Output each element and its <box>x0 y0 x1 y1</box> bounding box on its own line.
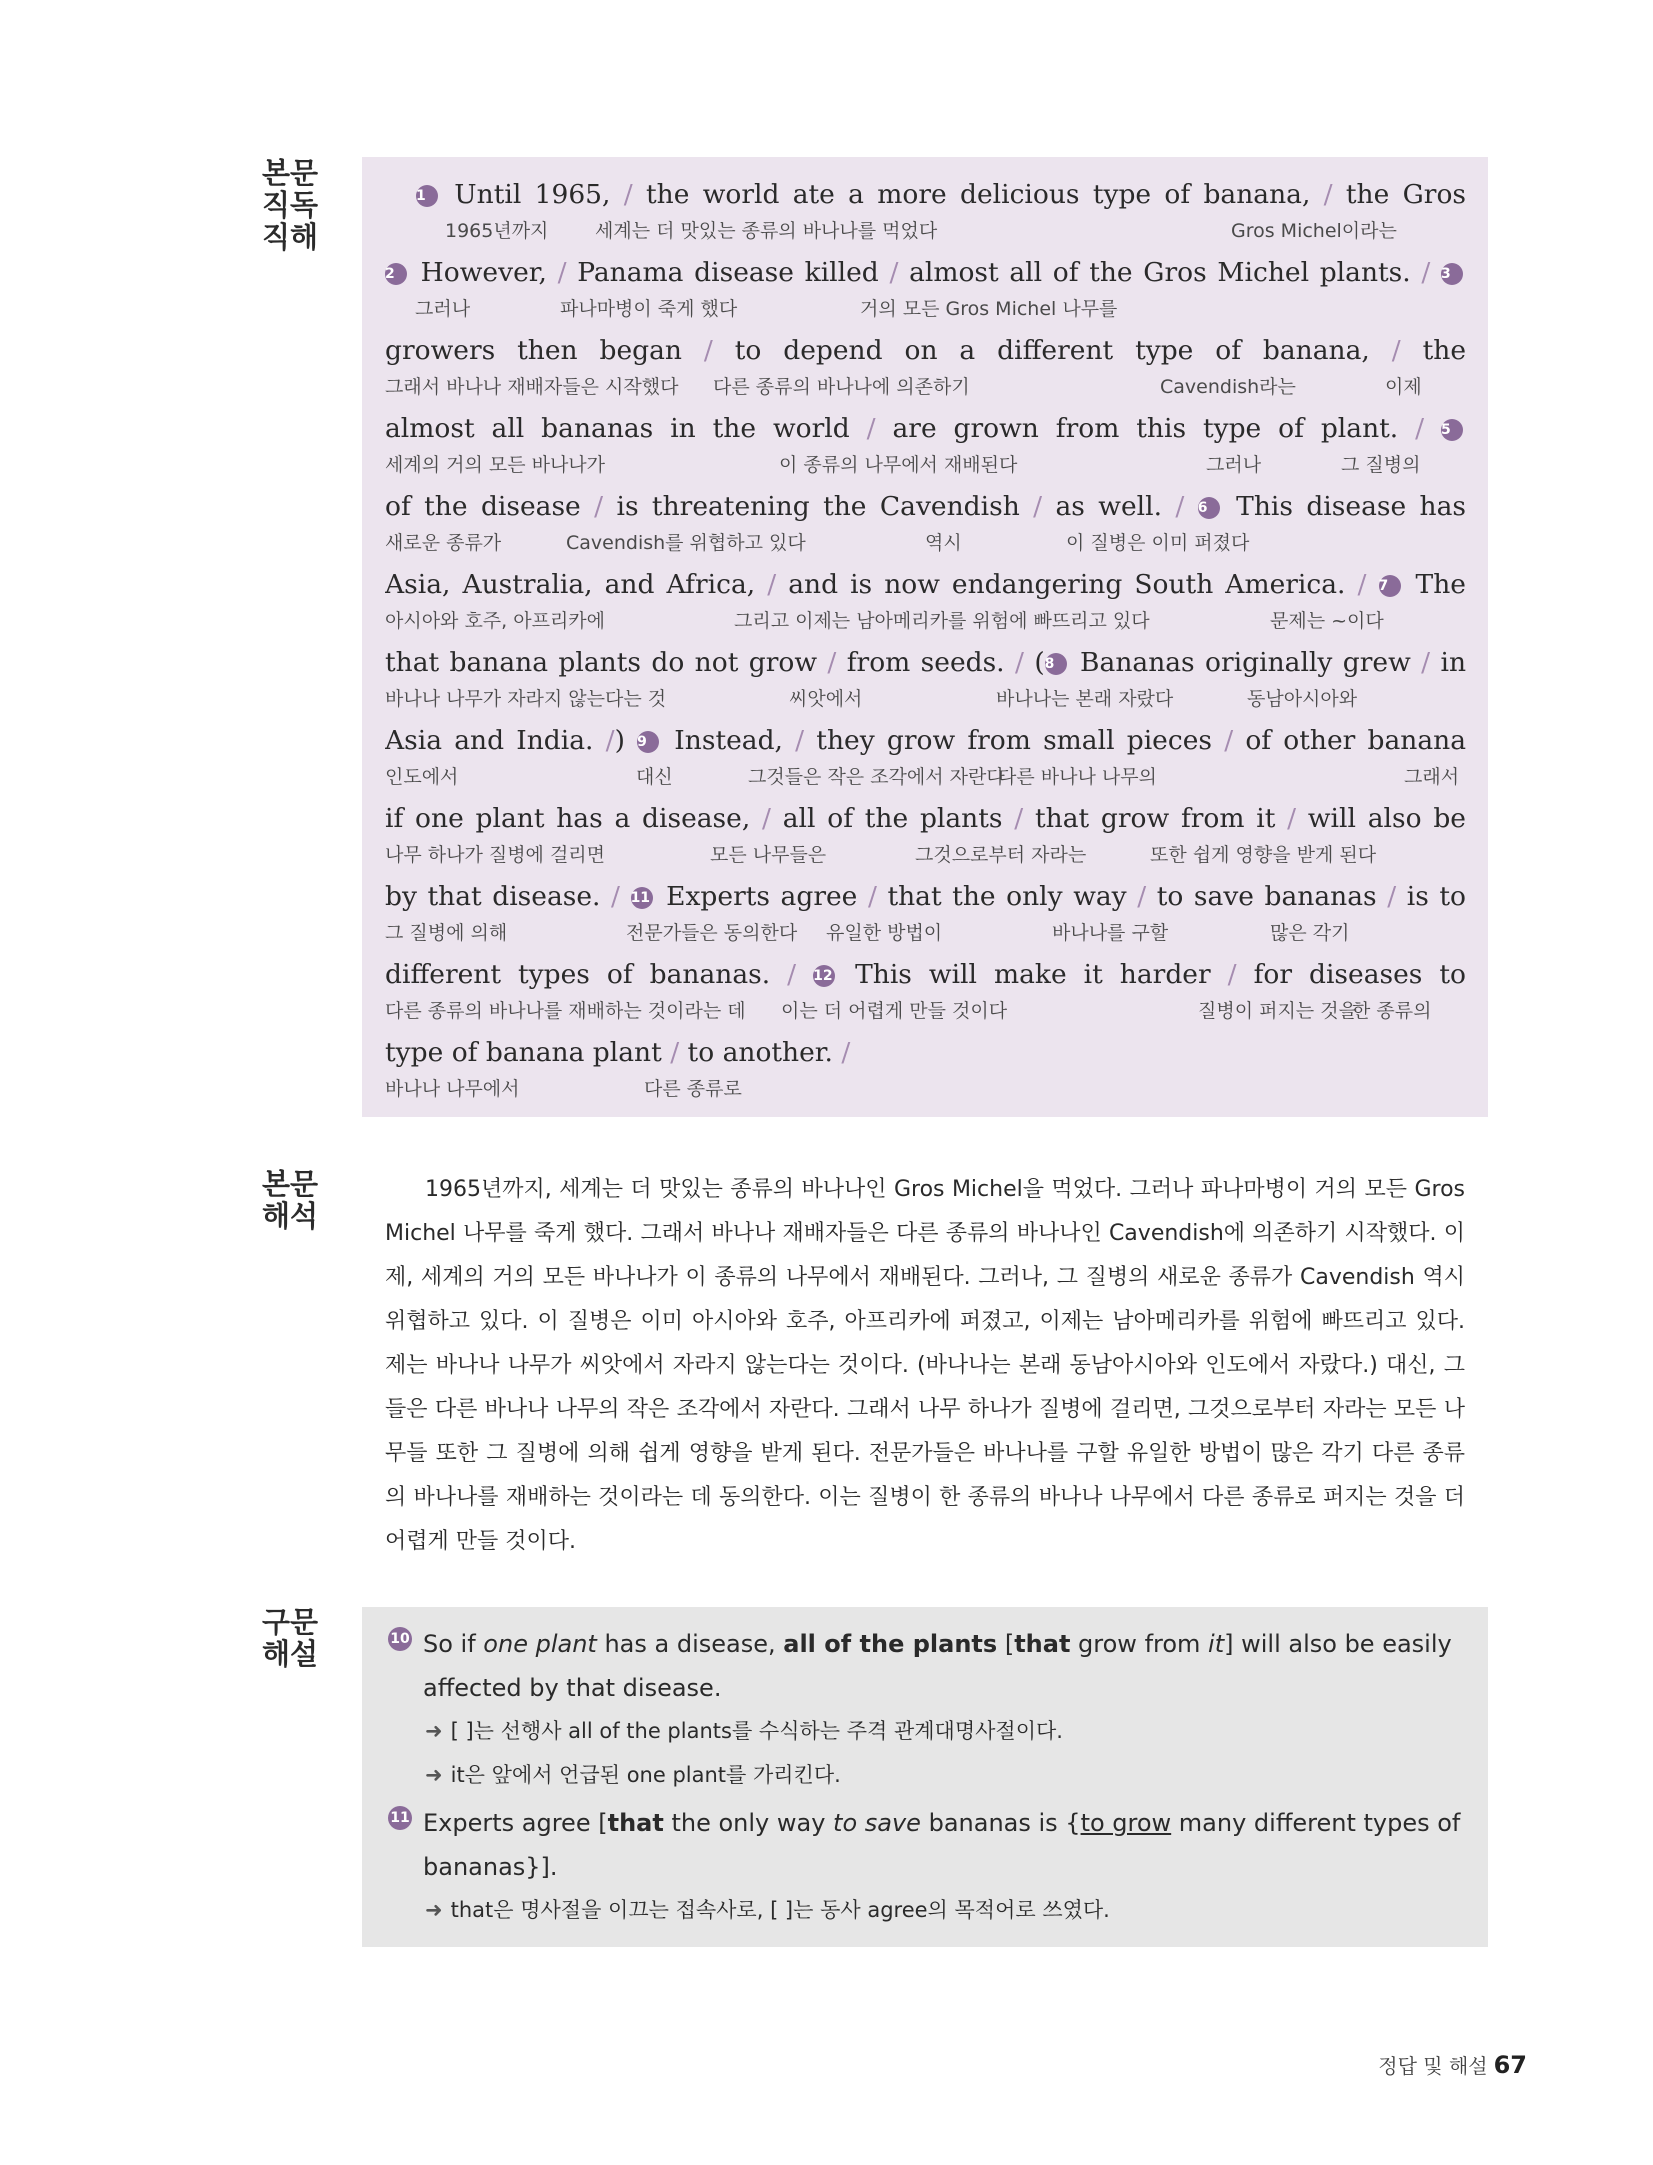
reading-line-korean <box>385 217 1466 245</box>
arrow-icon: ➜ <box>425 1898 443 1922</box>
grammar-item-11-line1: Experts agree [that the only way to save bananas is {to grow many different types of <box>423 1809 1461 1837</box>
korean-gloss: 바나나 나무에서 <box>385 1078 520 1100</box>
translation-line: 1965년까지, 세계는 더 맛있는 종류의 바나나인 Gros Michel을 먹었다. 그러나 파나마병이 거의 모든 Gros <box>425 1177 1465 1202</box>
korean-gloss: 이 질병은 이미 퍼졌다 <box>1066 532 1250 554</box>
korean-gloss: 질병이 퍼지는 것을 <box>1198 1000 1357 1022</box>
translation-line: Michel 나무를 죽게 했다. 그래서 바나나 재배자들은 다른 종류의 바나나인 Cavendish에 의존하기 시작했다. 이 <box>385 1221 1465 1246</box>
reading-line <box>385 487 1466 565</box>
reading-line-korean <box>385 685 1466 713</box>
chunk-slash: / <box>1015 647 1024 678</box>
chunk-slash: / <box>623 179 633 210</box>
chunk-slash: / <box>557 257 567 288</box>
chunk-slash: / <box>1357 569 1367 600</box>
chunk-slash: / <box>787 959 797 990</box>
reading-line <box>385 565 1466 643</box>
chunk-slash: / <box>1137 881 1147 912</box>
grammar-item-11-number: 11 <box>388 1806 415 1830</box>
reading-line-english: Asia and India. /) 9 Instead, / they grow from small pieces / of other banana <box>385 721 1466 761</box>
korean-gloss: 세계의 거의 모든 바나나가 <box>385 454 606 476</box>
label-reading <box>262 157 332 253</box>
sentence-number: 2 <box>385 263 407 285</box>
korean-gloss: 다른 종류의 바나나를 재배하는 것이라는 데 <box>385 1000 746 1022</box>
sentence-number: 9 <box>637 731 659 753</box>
reading-line <box>385 955 1466 1033</box>
korean-gloss: 나무 하나가 질병에 걸리면 <box>385 844 606 866</box>
reading-line <box>385 409 1466 487</box>
korean-gloss: 그것으로부터 자라는 <box>915 844 1087 866</box>
korean-gloss: 그것들은 작은 조각에서 자란다 <box>748 766 1005 788</box>
chunk-slash: / <box>703 335 713 366</box>
reading-line-korean <box>385 919 1466 947</box>
chunk-slash: / <box>611 881 620 912</box>
korean-gloss: 문제는 ~이다 <box>1270 610 1384 632</box>
translation-line: 어렵게 만들 것이다. <box>385 1529 576 1554</box>
chunk-slash: / <box>1033 491 1043 522</box>
korean-gloss: 바나나를 구할 <box>1052 922 1169 944</box>
label-translation <box>262 1168 332 1232</box>
grammar-item-10-line1: So if one plant has a disease, all of the plants [that grow from it] will also be easily <box>423 1630 1452 1658</box>
korean-gloss: 이 종류의 나무에서 재배된다 <box>779 454 1018 476</box>
chunk-slash: / <box>1415 413 1425 444</box>
reading-line-korean <box>385 529 1466 557</box>
reading-line-english: that banana plants do not grow / from seeds. / (8 Bananas originally grew / in <box>385 647 1466 678</box>
page-footer <box>1378 2050 1527 2079</box>
korean-gloss: Cavendish라는 <box>1160 376 1296 398</box>
page-number: 67 <box>1493 2051 1527 2079</box>
arrow-icon: ➜ <box>425 1763 443 1787</box>
korean-gloss: 세계는 더 맛있는 종류의 바나나를 먹었다 <box>595 220 938 242</box>
korean-gloss: 거의 모든 Gros Michel 나무를 <box>860 298 1118 320</box>
translation-line: 위협하고 있다. 이 질병은 이미 아시아와 호주, 아프리카에 퍼졌고, 이제는 남아메리카를 위험에 빠뜨리고 있다. <box>385 1309 1465 1334</box>
reading-line-english: almost all bananas in the world / are grown from this type of plant. / 5 <box>385 409 1466 449</box>
korean-gloss: 그래서 바나나 재배자들은 시작했다 <box>385 376 679 398</box>
chunk-slash: / <box>841 1037 851 1068</box>
korean-gloss: 그러나 <box>1206 454 1262 476</box>
label-reading-2: 직독 <box>262 188 319 222</box>
korean-gloss: 그래서 <box>1404 766 1460 788</box>
translation-line: 들은 다른 바나나 나무의 작은 조각에서 자란다. 그래서 나무 하나가 질병에 걸리면, 그것으로부터 자라는 모든 나 <box>385 1397 1465 1422</box>
korean-gloss: 이제 <box>1385 376 1422 398</box>
reading-line-english: by that disease. / 11 Experts agree / that the only way / to save bananas / is to <box>385 881 1466 912</box>
chunk-slash: / <box>1323 179 1333 210</box>
chunk-slash: / <box>767 569 777 600</box>
chunk-slash: / <box>1224 725 1234 756</box>
reading-line <box>385 721 1466 799</box>
sentence-number: 11 <box>631 887 653 909</box>
reading-line-english: 2 However, / Panama disease killed / almost all of the Gros Michel plants. / 3 <box>385 253 1466 293</box>
korean-gloss: 다른 바나나 나무의 <box>998 766 1157 788</box>
reading-line <box>385 799 1466 877</box>
translation-line: 무들 또한 그 질병에 의해 쉽게 영향을 받게 된다. 전문가들은 바나나를 구할 유일한 방법이 많은 각기 다른 종류 <box>385 1441 1465 1466</box>
reading-line-english: Asia, Australia, and Africa, / and is now endangering South America. / 7 The <box>385 569 1466 600</box>
label-translation-1: 본문 <box>262 1167 319 1201</box>
korean-gloss: 한 종류의 <box>1352 1000 1432 1022</box>
label-grammar-1: 구문 <box>262 1605 319 1639</box>
korean-gloss: 그 질병에 의해 <box>385 922 508 944</box>
grammar-item-11-line2: bananas}]. <box>423 1853 558 1881</box>
korean-gloss: 바나나는 본래 자랐다 <box>996 688 1174 710</box>
grammar-item-10-line2: affected by that disease. <box>423 1674 722 1702</box>
arrow-icon: ➜ <box>425 1719 443 1743</box>
chunk-slash: / <box>1391 335 1401 366</box>
korean-gloss: 그리고 이제는 남아메리카를 위험에 빠뜨리고 있다 <box>734 610 1150 632</box>
reading-line-korean <box>385 295 1466 323</box>
korean-gloss: 다른 종류의 바나나에 의존하기 <box>713 376 970 398</box>
sentence-number: 5 <box>1441 419 1463 441</box>
reading-line-english: type of banana plant / to another. / <box>385 1037 851 1068</box>
korean-gloss: 그 질병의 <box>1341 454 1421 476</box>
korean-gloss: 파나마병이 죽게 했다 <box>560 298 738 320</box>
reading-line <box>385 877 1466 955</box>
grammar-note-10-2: ➜ it은 앞에서 언급된 one plant를 가리킨다. <box>425 1763 841 1787</box>
sentence-number: 3 <box>1441 263 1463 285</box>
korean-gloss: 대신 <box>636 766 673 788</box>
reading-line <box>385 643 1466 721</box>
translation-section <box>385 1168 1465 1564</box>
sentence-number: 1 <box>416 185 438 207</box>
korean-gloss: Gros Michel이라는 <box>1231 220 1397 242</box>
chunk-slash: / <box>1287 803 1297 834</box>
korean-gloss: Cavendish를 위협하고 있다 <box>566 532 806 554</box>
chunk-slash: / <box>866 413 876 444</box>
reading-line-korean <box>385 1075 1466 1103</box>
korean-gloss: 전문가들은 동의한다 <box>626 922 798 944</box>
korean-gloss: 많은 각기 <box>1270 922 1350 944</box>
reading-line-english: if one plant has a disease, / all of the plants / that grow from it / will also be <box>385 803 1466 834</box>
korean-gloss: 인도에서 <box>385 766 459 788</box>
chunk-slash: / <box>795 725 805 756</box>
translation-line: 제, 세계의 거의 모든 바나나가 이 종류의 나무에서 재배된다. 그러나, 그 질병의 새로운 종류가 Cavendish 역시 <box>385 1265 1465 1290</box>
chunk-slash: / <box>1175 491 1185 522</box>
translation-line: 의 바나나를 재배하는 것이라는 데 동의한다. 이는 질병이 한 종류의 바나나 나무에서 다른 종류로 퍼지는 것을 더 <box>385 1485 1465 1510</box>
reading-line-english: growers then began / to depend on a different type of banana, / the <box>385 331 1466 371</box>
reading-line <box>385 331 1466 409</box>
label-translation-2: 해석 <box>262 1199 319 1233</box>
chunk-slash: / <box>762 803 771 834</box>
chunk-slash: / <box>1387 881 1397 912</box>
korean-gloss: 다른 종류로 <box>644 1078 742 1100</box>
grammar-note-11-1: ➜ that은 명사절을 이끄는 접속사로, [ ]는 동사 agree의 목적어로 쓰였다. <box>425 1898 1110 1922</box>
korean-gloss: 또한 쉽게 영향을 받게 된다 <box>1150 844 1377 866</box>
grammar-note-10-1: ➜ [ ]는 선행사 all of the plants를 수식하는 주격 관계대명사절이다. <box>425 1719 1063 1743</box>
korean-gloss: 유일한 방법이 <box>826 922 943 944</box>
sentence-number: 7 <box>1379 575 1401 597</box>
reading-line-english: different types of bananas. / 12 This will make it harder / for diseases to <box>385 959 1466 990</box>
reading-line-korean <box>385 373 1466 401</box>
sentence-number: 8 <box>1045 653 1067 675</box>
chunk-slash: / <box>1421 647 1431 678</box>
reading-line-korean <box>385 607 1466 635</box>
korean-gloss: 1965년까지 <box>445 220 549 242</box>
reading-line-english: of the disease / is threatening the Cavendish / as well. / 6 This disease has <box>385 491 1466 522</box>
chunk-slash: / <box>605 725 615 756</box>
chunk-slash: / <box>594 491 604 522</box>
sentence-number: 6 <box>1198 497 1220 519</box>
korean-gloss: 그러나 <box>415 298 471 320</box>
korean-gloss: 씨앗에서 <box>789 688 863 710</box>
reading-line-english: 1 Until 1965, / the world ate a more delicious type of banana, / the Gros <box>416 179 1466 210</box>
reading-line <box>385 253 1466 331</box>
korean-gloss: 역시 <box>925 532 962 554</box>
reading-line <box>385 175 1466 253</box>
korean-gloss: 아시아와 호주, 아프리카에 <box>385 610 606 632</box>
chunk-slash: / <box>1014 803 1024 834</box>
label-reading-1: 본문 <box>262 156 319 190</box>
reading-line-korean <box>385 841 1466 869</box>
korean-gloss: 바나나 나무가 자라지 않는다는 것 <box>385 688 667 710</box>
label-reading-3: 직해 <box>262 220 319 254</box>
translation-line: 제는 바나나 나무가 씨앗에서 자라지 않는다는 것이다. (바나나는 본래 동남아시아와 인도에서 자랐다.) 대신, 그 <box>385 1353 1465 1378</box>
reading-line-korean <box>385 763 1466 791</box>
reading-line <box>385 1033 1466 1111</box>
korean-gloss: 이는 더 어렵게 만들 것이다 <box>781 1000 1008 1022</box>
grammar-item-10-number: 10 <box>388 1627 415 1651</box>
korean-gloss: 동남아시아와 <box>1247 688 1358 710</box>
korean-gloss: 모든 나무들은 <box>710 844 827 866</box>
chunk-slash: / <box>1421 257 1431 288</box>
chunk-slash: / <box>827 647 837 678</box>
footer-label: 정답 및 해설 <box>1378 2054 1488 2078</box>
sentence-number: 12 <box>813 965 835 987</box>
reading-line-korean <box>385 451 1466 479</box>
chunk-slash: / <box>889 257 899 288</box>
label-grammar-2: 해설 <box>262 1637 319 1671</box>
chunk-slash: / <box>1227 959 1237 990</box>
chunk-slash: / <box>867 881 877 912</box>
reading-line-korean <box>385 997 1466 1025</box>
korean-gloss: 새로운 종류가 <box>385 532 502 554</box>
chunk-slash: / <box>670 1037 680 1068</box>
label-grammar <box>262 1606 332 1670</box>
